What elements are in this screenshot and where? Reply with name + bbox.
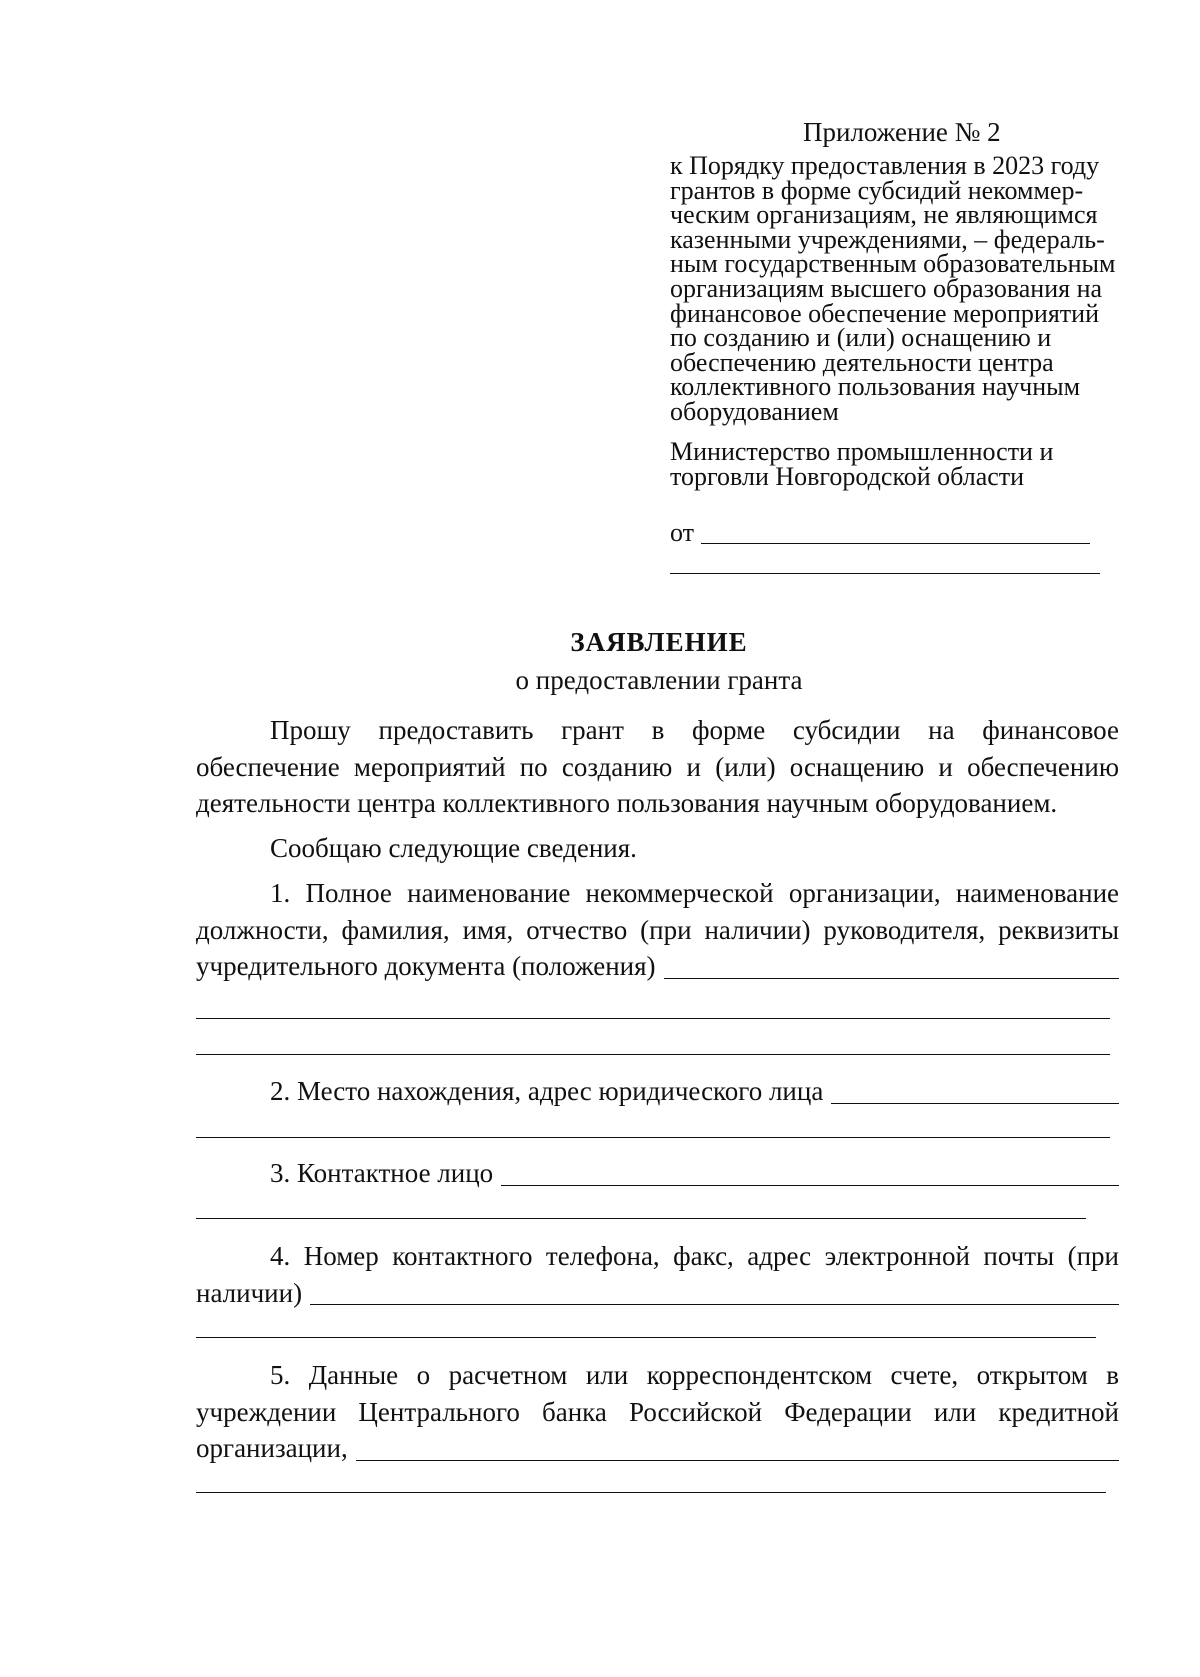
- annex-line: ным государственным образовательным: [670, 249, 1116, 279]
- annex-line: ческим организациям, не являющимся: [670, 200, 1098, 230]
- item-2-label: 2. Место нахождения, адрес юридического лица: [270, 1076, 824, 1106]
- item-1-blank-line: [196, 1054, 1110, 1055]
- annex-line: финансовое обеспечение мероприятий: [670, 298, 1099, 328]
- addressee-block: [670, 439, 1140, 489]
- item-2-fill-row: [196, 1073, 1119, 1110]
- item-5-paragraph: [196, 1357, 1119, 1467]
- annex-line: оборудованием: [670, 396, 839, 426]
- request-paragraph: [196, 712, 1119, 822]
- item-3-fill-row: [196, 1155, 1119, 1192]
- item-3-blank-line: [196, 1218, 1086, 1219]
- item-5-line: организации,: [196, 1433, 348, 1463]
- from-label: от: [670, 518, 695, 547]
- item-4-blank-line: [310, 1303, 1119, 1305]
- info-intro: Сообщаю следующие сведения.: [270, 833, 637, 863]
- item-5-blank-line: [356, 1459, 1119, 1461]
- item-4-blank-line: [196, 1337, 1096, 1338]
- item-1-blank-line: [196, 1018, 1110, 1019]
- annex-line: обеспечению деятельности центра: [670, 347, 1054, 377]
- item-3-blank-line: [501, 1184, 1119, 1186]
- item-5-fill-row: [196, 1430, 1119, 1467]
- item-4-line: наличии): [196, 1277, 303, 1308]
- annex-line: организациям высшего образования на: [670, 273, 1103, 303]
- item-1-line: 1. Полное наименование некоммерческой организации, наименование: [270, 878, 1119, 908]
- annex-description: [670, 151, 1140, 426]
- item-5-line: учреждении Центрального банка Российской Федерации или кредитной: [196, 1396, 1119, 1427]
- item-1-paragraph: [196, 875, 1119, 985]
- info-intro-paragraph: [196, 830, 1119, 867]
- annex-number: Приложение № 2: [803, 117, 1001, 147]
- addressee-line: торговли Новгородской области: [670, 462, 1025, 491]
- item-3-paragraph: [196, 1155, 1119, 1192]
- addressee-line: Министерство промышленности и: [670, 437, 1054, 466]
- item-4-paragraph: [196, 1238, 1119, 1311]
- item-1-blank-line: [664, 977, 1119, 979]
- item-2-blank-line: [196, 1137, 1110, 1138]
- item-1-line: учредительного документа (положения): [196, 951, 656, 981]
- item-1-line: должности, фамилия, имя, отчество (при наличии) руководителя, реквизиты: [196, 914, 1119, 945]
- item-2-blank-line: [831, 1102, 1119, 1104]
- document-subtitle: о предоставлении гранта: [515, 665, 803, 695]
- annex-line: коллективного пользования научным: [670, 372, 1081, 402]
- request-line: деятельности центра коллективного пользования научным оборудованием.: [196, 788, 1058, 818]
- annex-line: казенными учреждениями, – федераль-: [670, 224, 1105, 254]
- item-5-line: 5. Данные о расчетном или корреспондентском счете, открытом в: [270, 1360, 1119, 1390]
- annex-line: грантов в форме субсидий некоммер-: [670, 175, 1084, 205]
- from-blank-line-2: [670, 573, 1100, 574]
- item-5-blank-line: [196, 1492, 1106, 1493]
- item-2-paragraph: [196, 1073, 1119, 1110]
- request-line: обеспечение мероприятий по созданию и (или) оснащению и обеспечению: [196, 751, 1119, 782]
- annex-line: по созданию и (или) оснащению и: [670, 323, 1052, 353]
- item-4-line: 4. Номер контактного телефона, факс, адрес электронной почты (при: [270, 1241, 1119, 1271]
- document-title: ЗАЯВЛЕНИЕ: [570, 627, 748, 657]
- from-blank-line: [701, 543, 1090, 544]
- item-3-label: 3. Контактное лицо: [270, 1158, 494, 1188]
- annex-line: к Порядку предоставления в 2023 году: [670, 151, 1100, 180]
- request-line: Прошу предоставить грант в форме субсидии на финансовое: [270, 715, 1119, 745]
- item-1-fill-row: [196, 948, 1119, 985]
- item-4-fill-row: [196, 1275, 1119, 1312]
